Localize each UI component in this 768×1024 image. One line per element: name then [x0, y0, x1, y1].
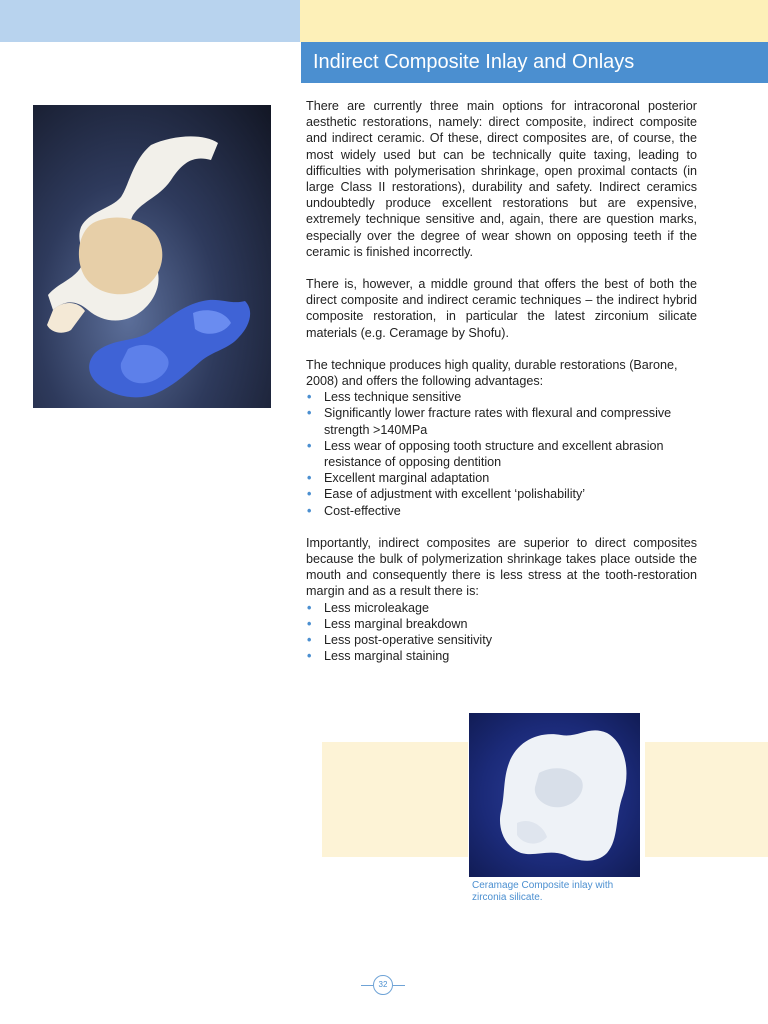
- technique-paragraph: The technique produces high quality, durable restorations (Barone, 2008) and offers the following advantages:: [306, 357, 678, 389]
- inlay-onlay-photo: [33, 105, 271, 408]
- page-title: Indirect Composite Inlay and Onlays: [301, 42, 768, 83]
- advantages-list: [306, 389, 697, 519]
- ceramage-inlay-photo: [469, 713, 640, 877]
- shrinkage-paragraph: Importantly, indirect composites are superior to direct composites because the bulk of polymerization shrinkage takes place outside the mouth and consequently there is less stress at the tooth-restoration margin and as a result there is:: [306, 535, 697, 599]
- page-number: [361, 975, 407, 995]
- header-band-right: [300, 0, 768, 42]
- caption-band-left: [322, 742, 468, 857]
- header-band-left: [0, 0, 300, 42]
- caption-band-right: [645, 742, 768, 857]
- list-item: • Significantly lower fracture rates with flexural and compressive strength >140MPa: [306, 405, 697, 437]
- list-item: • Less post-operative sensitivity: [306, 632, 697, 648]
- list-item: • Cost-effective: [306, 503, 697, 519]
- list-item: • Less marginal breakdown: [306, 616, 697, 632]
- page-number-rule-left: [361, 985, 373, 986]
- intro-paragraph: There are currently three main options for intracoronal posterior aesthetic restorations, namely: direct composite, indirect composite and indirect ceramic. Of these, direct composites are, of course, the most widely used but can be technically quite taxing, leading to difficulties with polymerisation shrinkage, open proximal contacts (in large Class II restorations), durability and safety. Indirect ceramics undoubtedly produce excellent restorations but are expensive, extremely technique sensitive and, again, there are question marks, especially over the degree of wear shown on opposing teeth if the ceramic is finished incorrectly.: [306, 99, 697, 259]
- list-item: • Less technique sensitive: [306, 389, 697, 405]
- photo-caption: Ceramage Composite inlay with zirconia silicate.: [472, 880, 614, 903]
- page-number-circle: 32: [373, 975, 393, 995]
- list-item: • Less microleakage: [306, 600, 697, 616]
- middle-ground-paragraph: There is, however, a middle ground that offers the best of both the direct composite and indirect ceramic techniques – the indirect hybrid composite restoration, in particular the latest zirconium silicate materials (e.g. Ceramage by Shofu).: [306, 277, 697, 340]
- list-item: • Excellent marginal adaptation: [306, 470, 697, 486]
- results-list: [306, 600, 697, 665]
- body-text: [306, 98, 697, 665]
- list-item: • Less wear of opposing tooth structure and excellent abrasion resistance of opposing dentition: [306, 438, 697, 470]
- page-number-rule-right: [393, 985, 405, 986]
- list-item: • Less marginal staining: [306, 648, 697, 664]
- list-item: • Ease of adjustment with excellent ‘polishability’: [306, 486, 697, 502]
